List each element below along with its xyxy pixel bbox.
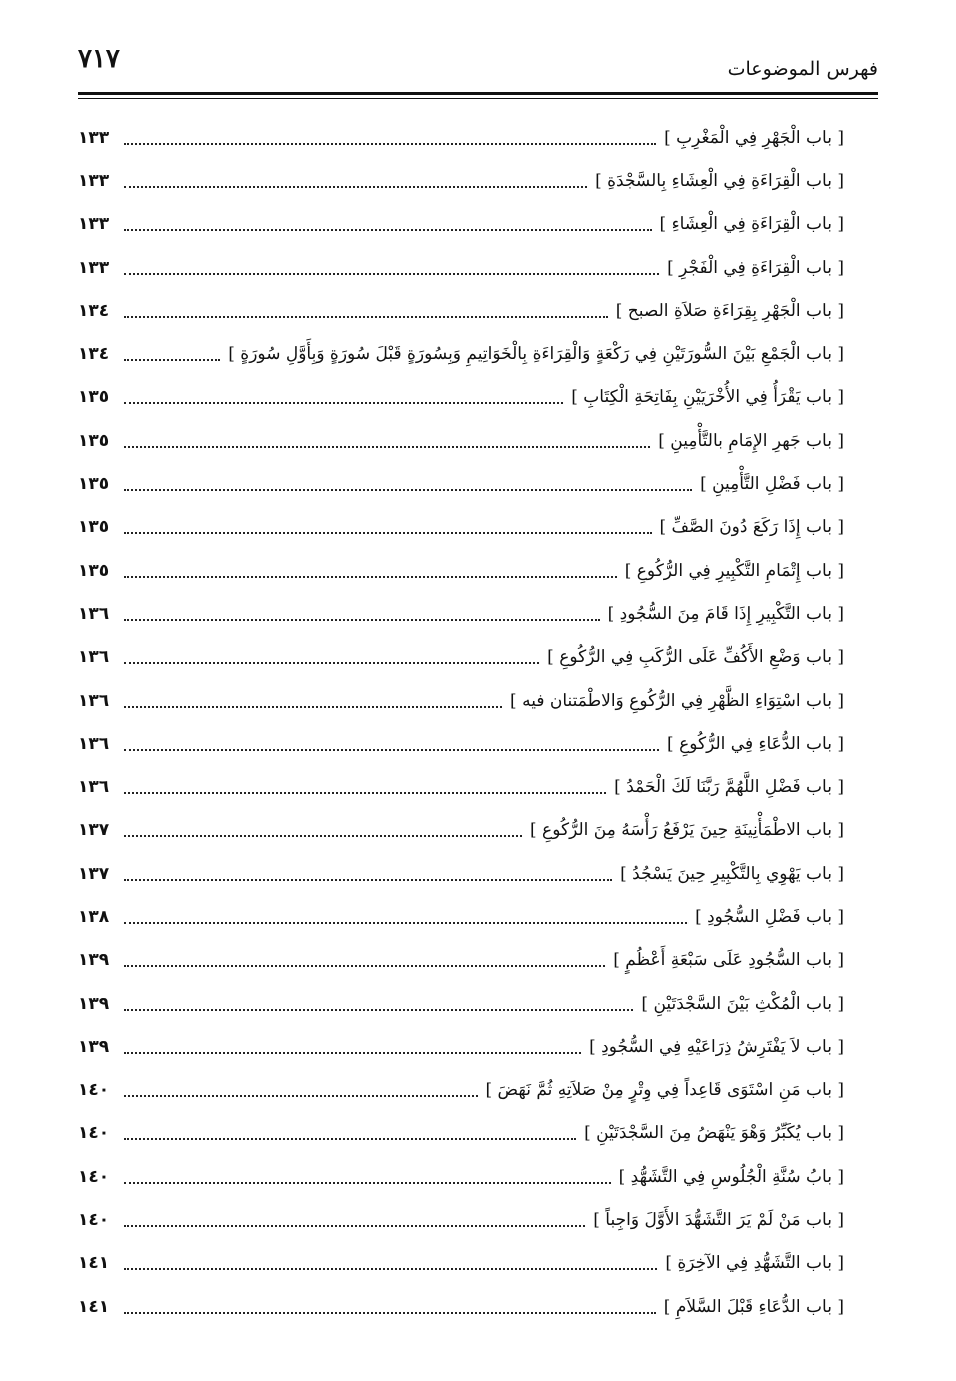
dot-leader bbox=[124, 662, 539, 664]
index-entry bbox=[78, 419, 844, 462]
entry-page-number: ١٣٤ bbox=[78, 300, 110, 321]
dot-leader bbox=[124, 1009, 633, 1011]
entry-page-number: ١٤٠ bbox=[78, 1166, 110, 1187]
entry-title: [ باب يَقْرَأُ فِي الأُخْرَيَيْنِ بِفَاتِحَةِ الْكِتَابِ ] bbox=[571, 387, 844, 408]
entry-page-number: ١٣٦ bbox=[78, 690, 110, 711]
entry-title: [ باب لاَ يَفْتَرِشُ ذِرَاعَيْهِ فِي السُّجُودِ ] bbox=[589, 1036, 844, 1057]
entry-title: [ باب وَضْعِ الأَكُفِّ عَلَى الرُّكَبِ فِي الرُّكُوعِ ] bbox=[547, 647, 844, 668]
dot-leader bbox=[124, 229, 652, 231]
header-rule-thick bbox=[78, 92, 878, 95]
index-entry bbox=[78, 1285, 844, 1328]
index-entry bbox=[78, 939, 844, 982]
dot-leader bbox=[124, 1138, 576, 1140]
entry-page-number: ١٣٣ bbox=[78, 257, 110, 278]
dot-leader bbox=[124, 1052, 581, 1054]
dot-leader bbox=[124, 576, 617, 578]
dot-leader bbox=[124, 1268, 657, 1270]
index-entry bbox=[78, 246, 844, 289]
entry-page-number: ١٣٥ bbox=[78, 517, 110, 538]
entry-page-number: ١٣٣ bbox=[78, 214, 110, 235]
entry-page-number: ١٣٩ bbox=[78, 950, 110, 971]
entry-page-number: ١٣٥ bbox=[78, 430, 110, 451]
entry-page-number: ١٣٥ bbox=[78, 560, 110, 581]
index-entry bbox=[78, 982, 844, 1025]
entry-page-number: ١٤١ bbox=[78, 1296, 110, 1317]
entry-title: [ باب مَنِ اسْتَوَى قَاعِداً فِي وِتْرٍ مِنْ صَلاَتِهِ ثُمَّ نَهَضَ ] bbox=[485, 1080, 844, 1101]
index-entry bbox=[78, 1242, 844, 1285]
entry-title: [ باب الْجَهْرِ فِي الْمَغْرِبِ ] bbox=[664, 127, 844, 148]
header-rule-thin bbox=[78, 98, 878, 99]
dot-leader bbox=[124, 359, 220, 361]
dot-leader bbox=[124, 965, 605, 967]
index-entry bbox=[78, 765, 844, 808]
entry-title: [ باب فَضْلِ السُّجُودِ ] bbox=[695, 906, 844, 927]
index-entry bbox=[78, 1069, 844, 1112]
page-number: ٧١٧ bbox=[78, 44, 120, 74]
index-entry bbox=[78, 679, 844, 722]
dot-leader bbox=[124, 273, 659, 275]
entry-title: [ باب الدُّعَاءِ فِي الرُّكُوعِ ] bbox=[667, 733, 844, 754]
running-title: فهرس الموضوعات bbox=[727, 58, 878, 80]
dot-leader bbox=[124, 186, 587, 188]
entry-page-number: ١٣٦ bbox=[78, 603, 110, 624]
entry-page-number: ١٤٠ bbox=[78, 1123, 110, 1144]
dot-leader bbox=[124, 446, 650, 448]
entry-page-number: ١٣٥ bbox=[78, 387, 110, 408]
index-entry bbox=[78, 1155, 844, 1198]
entry-page-number: ١٣٧ bbox=[78, 820, 110, 841]
entry-title: [ باب فَضْلِ التَّأْمِينِ ] bbox=[700, 474, 844, 495]
entry-title: [ باب الْجَمْعِ بَيْنَ السُّورَتَيْنِ فِي رَكْعَةٍ وَالْقِرَاءَةِ بِالْخَوَاتِيمِ وَبِسُورَةٍ قَبْلَ سُورَةٍ وَبِأَوَّلِ سُورَةٍ ] bbox=[228, 344, 844, 365]
entry-title: [ باب مَنْ لَمْ يَرَ التَّشَهُّدَ الأَوَّلَ وَاجِباً ] bbox=[593, 1210, 844, 1231]
entry-title: [ باب إِذَا رَكَعَ دُونَ الصَّفِّ ] bbox=[659, 517, 844, 538]
entry-page-number: ١٣٦ bbox=[78, 733, 110, 754]
entry-page-number: ١٣٣ bbox=[78, 127, 110, 148]
index-list bbox=[78, 116, 844, 1328]
dot-leader bbox=[124, 922, 687, 924]
entry-title: [ باب الْجَهْرِ بِقِرَاءَةِ صَلاَةِ الصبح ] bbox=[615, 300, 844, 321]
entry-title: [ باب التَّشَهُّدِ فِي الآخِرَةِ ] bbox=[665, 1253, 844, 1274]
entry-title: [ باب الْقِرَاءَةِ فِي الْعِشَاءِ بِالسَّجْدَةِ ] bbox=[595, 170, 844, 191]
entry-page-number: ١٣٤ bbox=[78, 344, 110, 365]
entry-title: [ باب الْقِرَاءَةِ فِي الْعِشَاءِ ] bbox=[659, 214, 844, 235]
dot-leader bbox=[124, 402, 563, 404]
index-entry bbox=[78, 722, 844, 765]
entry-title: [ باب السُّجُودِ عَلَى سَبْعَةِ أَعْظُمٍ ] bbox=[613, 950, 844, 971]
entry-page-number: ١٣٦ bbox=[78, 647, 110, 668]
index-entry bbox=[78, 1198, 844, 1241]
index-entry bbox=[78, 549, 844, 592]
entry-page-number: ١٣٧ bbox=[78, 863, 110, 884]
index-entry bbox=[78, 159, 844, 202]
entry-page-number: ١٣٣ bbox=[78, 170, 110, 191]
entry-title: [ باب يَهْوِي بِالتَّكْبِيرِ حِينَ يَسْجُدُ ] bbox=[620, 863, 844, 884]
entry-title: [ باب إِتْمَامِ التَّكْبِيرِ فِي الرُّكُوعِ ] bbox=[624, 560, 844, 581]
entry-page-number: ١٣٦ bbox=[78, 777, 110, 798]
index-entry bbox=[78, 376, 844, 419]
dot-leader bbox=[124, 749, 659, 751]
entry-title: [ باب الدُّعَاءِ قَبْلَ السَّلاَمِ ] bbox=[663, 1296, 844, 1317]
entry-page-number: ١٣٩ bbox=[78, 993, 110, 1014]
index-entry bbox=[78, 332, 844, 375]
index-entry bbox=[78, 203, 844, 246]
entry-page-number: ١٤٠ bbox=[78, 1080, 110, 1101]
entry-page-number: ١٤١ bbox=[78, 1253, 110, 1274]
index-entry bbox=[78, 506, 844, 549]
dot-leader bbox=[124, 1095, 478, 1097]
page-header bbox=[78, 40, 878, 90]
entry-page-number: ١٣٨ bbox=[78, 906, 110, 927]
index-entry bbox=[78, 895, 844, 938]
index-entry bbox=[78, 289, 844, 332]
entry-title: [ باب الْقِرَاءَةِ فِي الْفَجْرِ ] bbox=[667, 257, 844, 278]
entry-title: [ باب جَهرِ الإِمَامِ بالتَّأْمِينِ ] bbox=[658, 430, 844, 451]
entry-page-number: ١٣٥ bbox=[78, 474, 110, 495]
dot-leader bbox=[124, 143, 656, 145]
index-entry bbox=[78, 636, 844, 679]
index-entry bbox=[78, 592, 844, 635]
dot-leader bbox=[124, 1225, 585, 1227]
index-entry bbox=[78, 1025, 844, 1068]
dot-leader bbox=[124, 1182, 611, 1184]
dot-leader bbox=[124, 879, 612, 881]
entry-page-number: ١٤٠ bbox=[78, 1210, 110, 1231]
dot-leader bbox=[124, 792, 606, 794]
index-entry bbox=[78, 116, 844, 159]
dot-leader bbox=[124, 1312, 656, 1314]
entry-title: [ باب فَضْلِ اللَّهُمَّ رَبَّنَا لَكَ الْحَمْدُ ] bbox=[614, 777, 844, 798]
dot-leader bbox=[124, 706, 502, 708]
dot-leader bbox=[124, 532, 652, 534]
entry-page-number: ١٣٩ bbox=[78, 1036, 110, 1057]
dot-leader bbox=[124, 619, 600, 621]
entry-title: [ باب الْمُكْثِ بَيْنَ السَّجْدَتَيْنِ ] bbox=[641, 993, 844, 1014]
entry-title: [ باب التَّكْبِيرِ إِذَا قَامَ مِنَ السُّجُودِ ] bbox=[607, 603, 844, 624]
dot-leader bbox=[124, 489, 692, 491]
entry-title: [ باب الاطْمَأْنِينَةِ حِينَ يَرْفَعُ رَأْسَهُ مِنَ الرُّكُوعِ ] bbox=[530, 820, 844, 841]
index-entry bbox=[78, 1112, 844, 1155]
index-entry bbox=[78, 852, 844, 895]
index-entry bbox=[78, 809, 844, 852]
dot-leader bbox=[124, 316, 608, 318]
index-entry bbox=[78, 462, 844, 505]
entry-title: [ بابُ سُنَّةِ الْجُلُوسِ فِي التَّشَهُّدِ ] bbox=[618, 1166, 844, 1187]
entry-title: [ باب اسْتِوَاءِ الظَّهْرِ فِي الرُّكُوعِ وَالاطْمَتنان فيه ] bbox=[510, 690, 844, 711]
dot-leader bbox=[124, 835, 522, 837]
entry-title: [ باب يُكَبِّرُ وَهْوَ يَنْهَضُ مِنَ السَّجْدَتَيْنِ ] bbox=[584, 1123, 844, 1144]
